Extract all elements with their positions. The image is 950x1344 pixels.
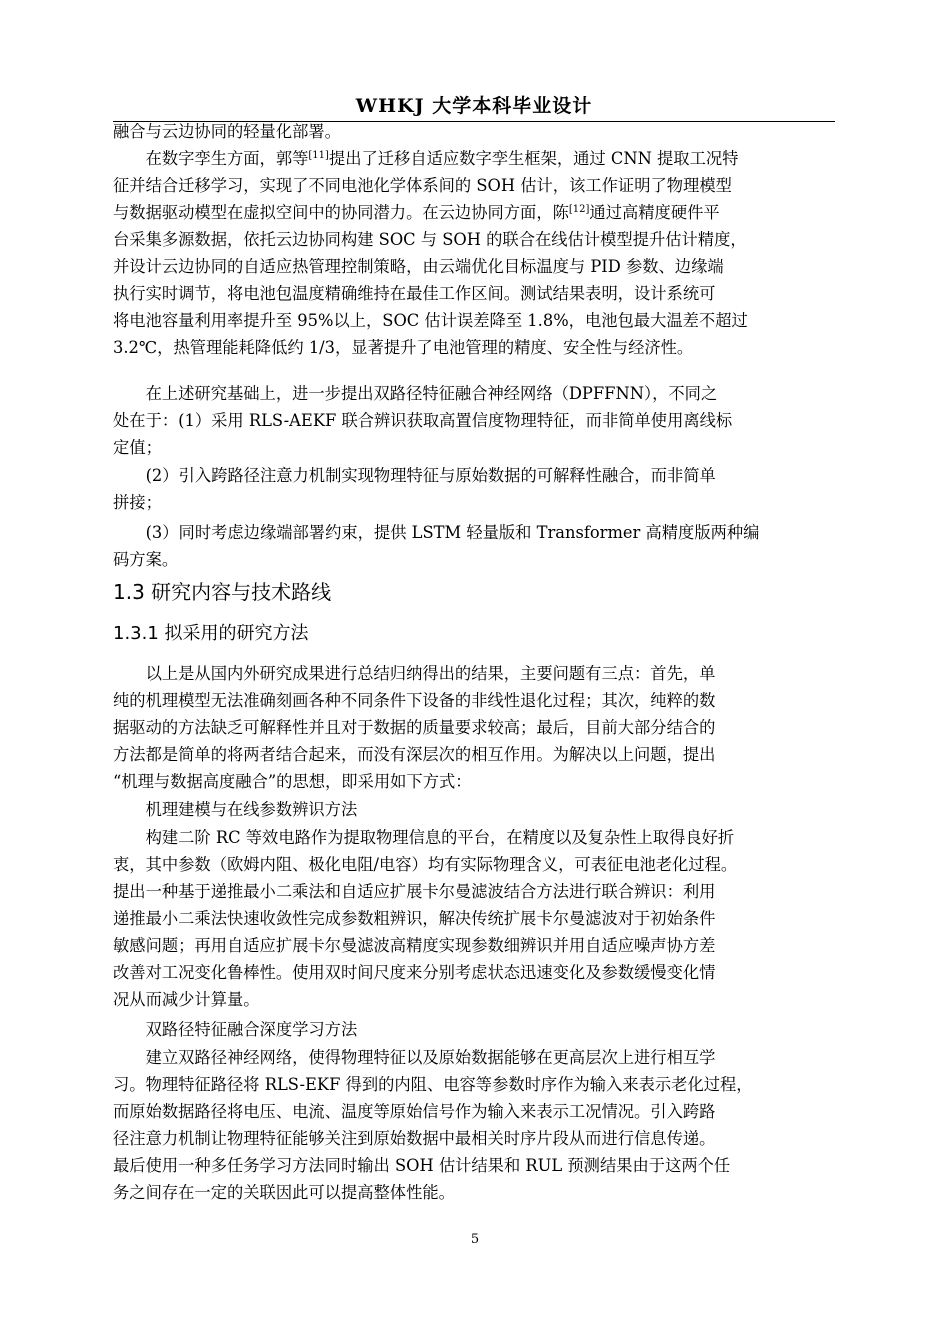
paragraph-method-title-1: 机理建模与在线参数辨识方法	[113, 800, 358, 819]
paragraph-text: 通过高精度硬件平 台采集多源数据，依托云边协同构建 SOC 与 SOH 的联合在线估计模型提升估计精度， 并设计云边协同的自适应热管理控制策略，由云端优化目标温度与 PID 参数、边缘端 执行实时调节，将电池包温度精确维持在最佳工作区间。测试结果表明，设计系统可 将电池容量利用率提升至 95%以上，SOC 估计误差降至 1.8%，电池包最大温差不超过 3.2℃，热管理能耗降低约 1/3，显著提升了电池管理的精度、安全性与经济性。	[113, 203, 748, 357]
paragraph-summary: 以上是从国内外研究成果进行总结归纳得出的结果，主要问题有三点：首先，单 纯的机理模型无法准确刻画各种不同条件下设备的非线性退化过程；其次，纯粹的数 据驱动的方法缺乏可解释性并且对于数据的质量要求较高；最后，目前大部分结合的 方法都是简单的将两者结合起来，而没有深层次的相互作用。为解决以上问题，提出 “机理与数据高度融合”的思想，即采用如下方式：	[113, 664, 716, 791]
paragraph-method-title-2: 双路径特征融合深度学习方法	[113, 1020, 358, 1039]
paragraph-point-2: (2）引入跨路径注意力机制实现物理特征与原始数据的可解释性融合，而非简单 拼接；	[113, 466, 716, 512]
paragraph-text: 提出了迁移自适应数字孪生框架，通过 CNN 提取工况特 征并结合迁移学习，实现了不同电池化学体系间的 SOH 估计，该工作证明了物理模型 与数据驱动模型在虚拟空间中的协同潜力。在云边协同方面，陈	[113, 149, 739, 222]
citation-ref: [11]	[308, 150, 329, 161]
paragraph-text: 在数字孪生方面，郭等	[113, 149, 309, 168]
paragraph-dpffnn: 在上述研究基础上，进一步提出双路径特征融合神经网络（DPFFNN），不同之 处在于：(1）采用 RLS-AEKF 联合辨识获取高置信度物理特征，而非简单使用离线标 定值；	[113, 384, 733, 457]
paragraph-digital-twin	[113, 145, 835, 361]
page-number: 5	[470, 1232, 480, 1247]
paragraph-method-2: 建立双路径神经网络，使得物理特征以及原始数据能够在更高层次上进行相互学 习。物理特征路径将 RLS-EKF 得到的内阻、电容等参数时序作为输入来表示老化过程， 而原始数据路径将电压、电流、温度等原始信号作为输入来表示工况情况。引入跨路 径注意力机制让物理特征能够关注到原始数据中最相关时序片段从而进行信息传递。 最后使用一种多任务学习方法同时输出 SOH 估计结果和 RUL 预测结果由于这两个任 务之间存在一定的关联因此可以提高整体性能。	[113, 1048, 753, 1202]
paragraph-point-3: (3）同时考虑边缘端部署约束，提供 LSTM 轻量版和 Transformer 高精度版两种编 码方案。	[113, 523, 760, 569]
page-header: WHKJ 大学本科毕业设计	[355, 95, 593, 117]
subsection-heading: 1.3.1 拟采用的研究方法	[113, 623, 309, 644]
paragraph-continuation: 融合与云边协同的轻量化部署。	[113, 122, 341, 141]
section-heading: 1.3 研究内容与技术路线	[113, 580, 332, 604]
citation-ref: [12]	[568, 204, 590, 215]
paragraph-method-1: 构建二阶 RC 等效电路作为提取物理信息的平台，在精度以及复杂性上取得良好折 衷，其中参数（欧姆内阻、极化电阻/电容）均有实际物理含义，可表征电池老化过程。 提出一种基于递推最小二乘法和自适应扩展卡尔曼滤波结合方法进行联合辨识：利用 递推最小二乘法快速收敛性完成参数粗辨识，解决传统扩展卡尔曼滤波对于初始条件 敏感问题；再用自适应扩展卡尔曼滤波高精度实现参数细辨识并用自适应噪声协方差 改善对工况变化鲁棒性。使用双时间尺度来分别考虑状态迅速变化及参数缓慢变化情 况从而减少计算量。	[113, 828, 738, 1009]
